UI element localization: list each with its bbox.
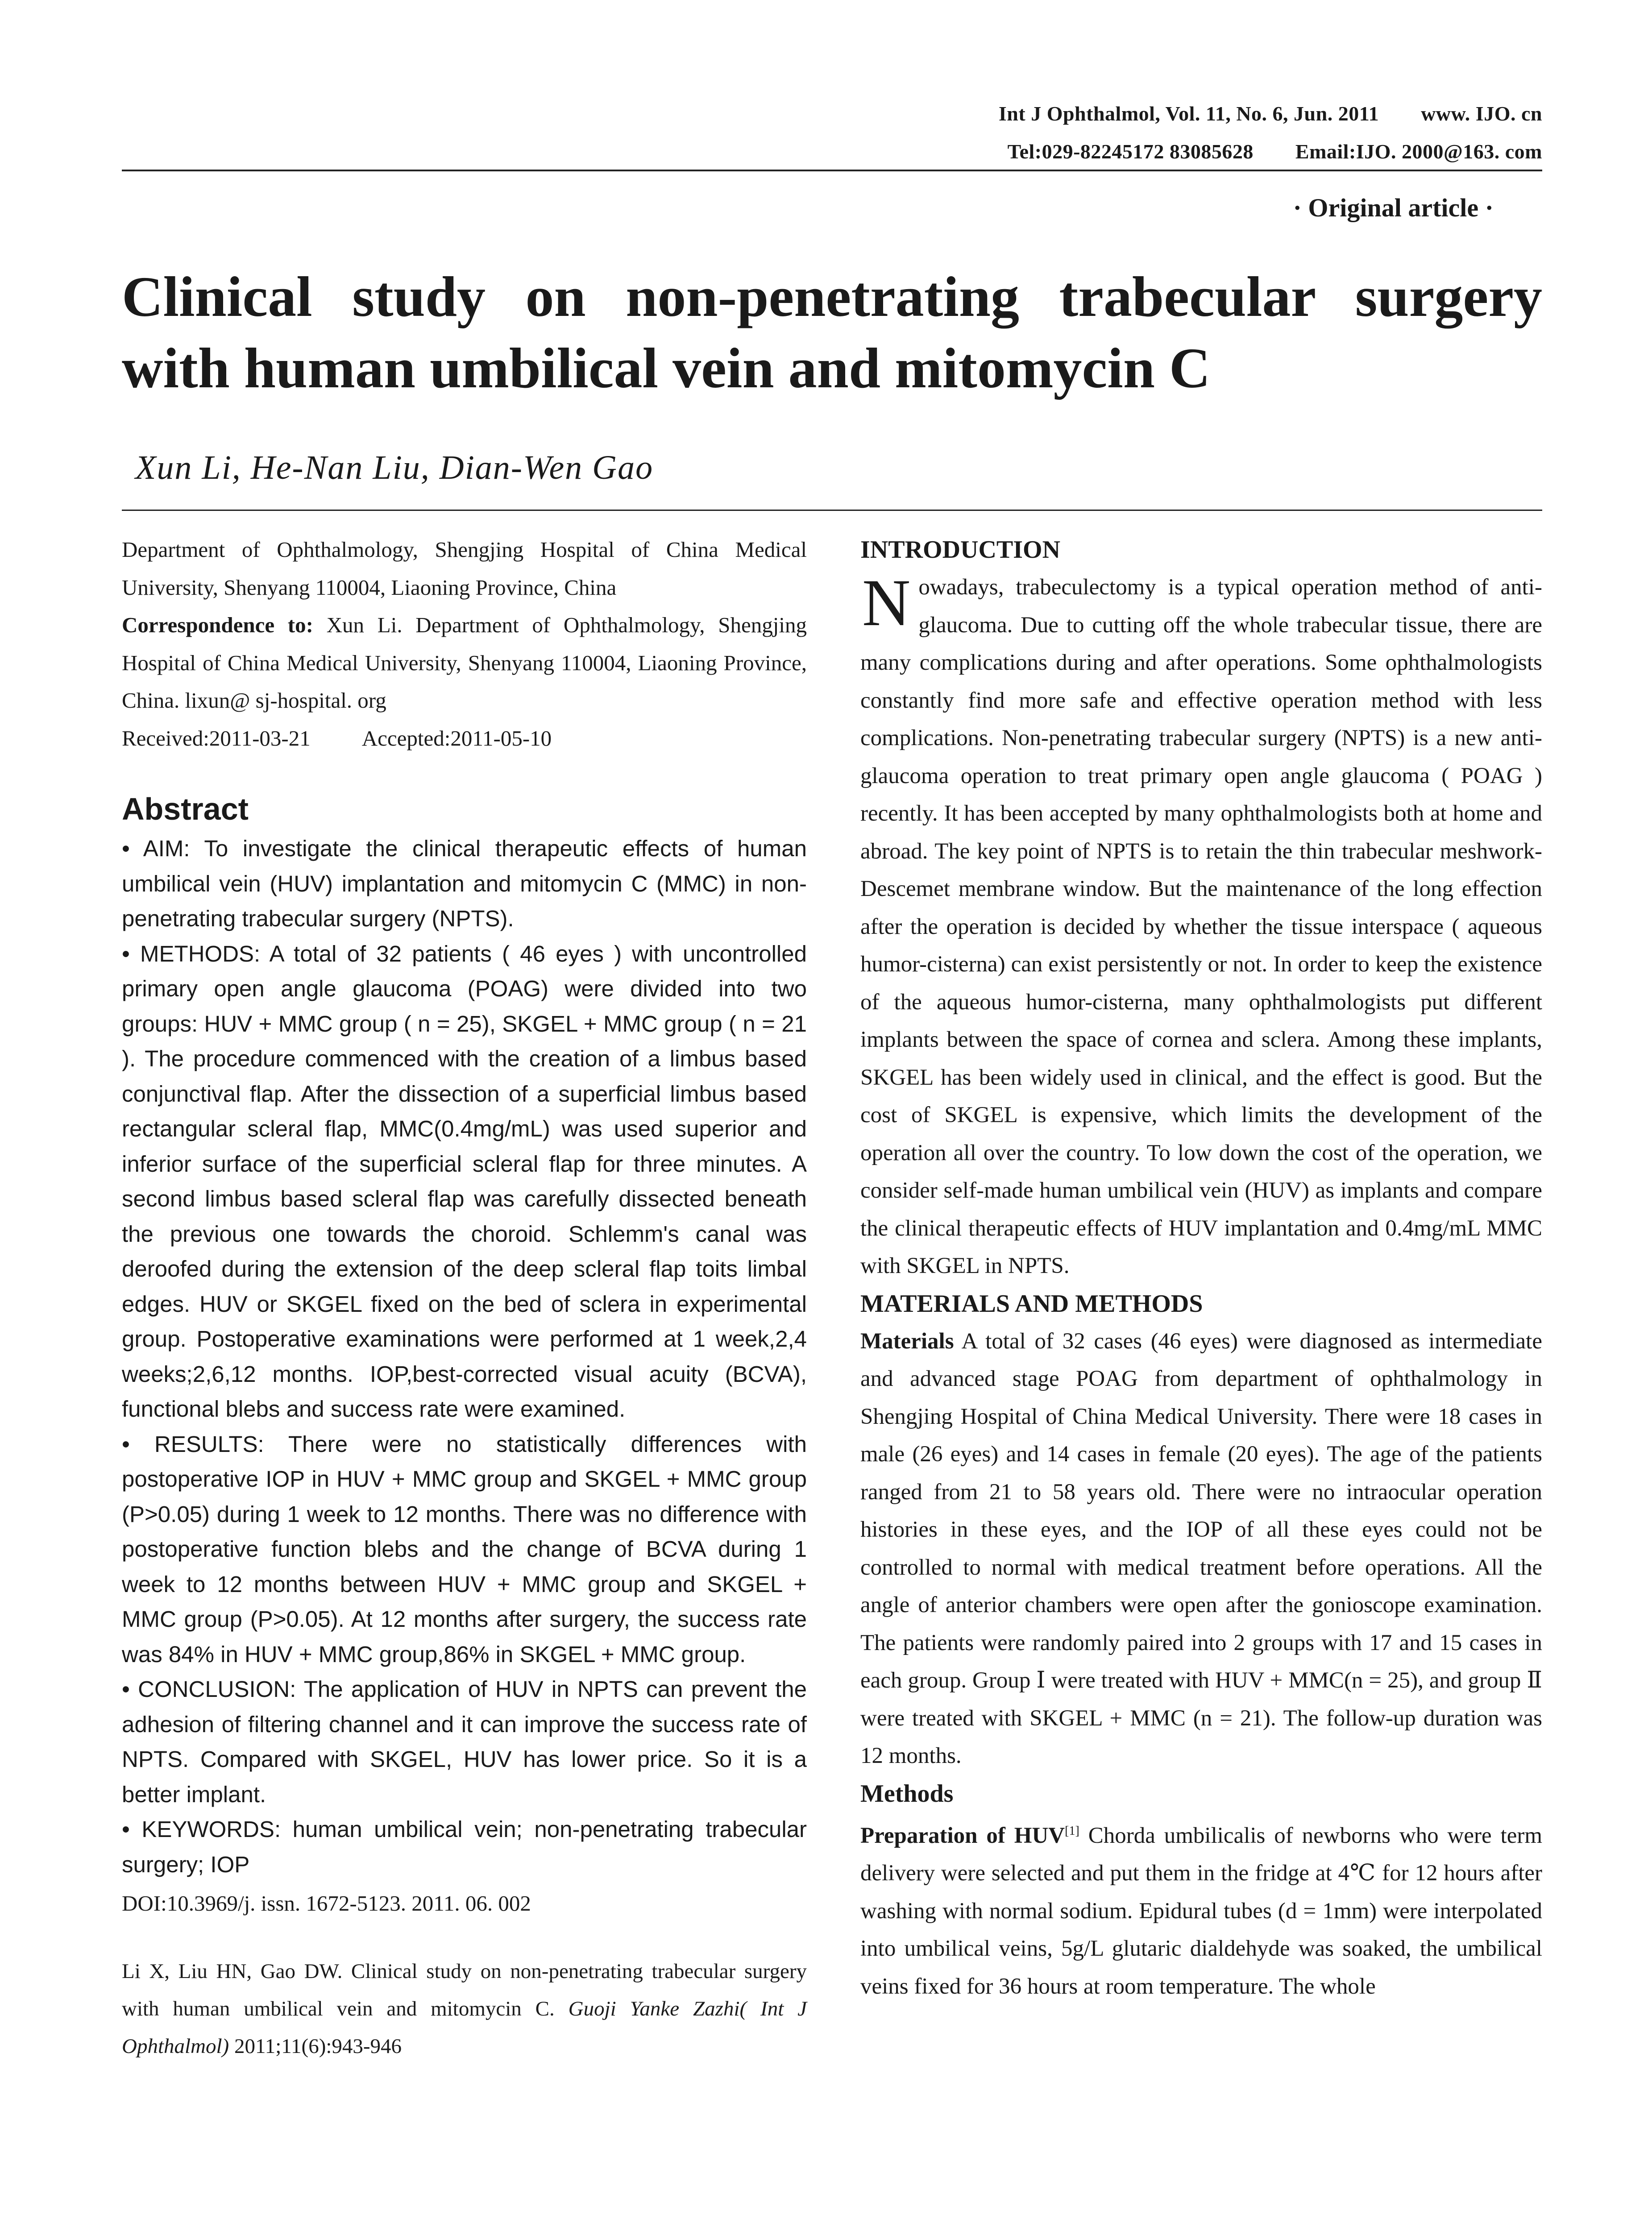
authors-rule — [122, 510, 1542, 511]
journal-tel: Tel:029-82245172 83085628 — [1007, 140, 1254, 163]
materials-label: Materials — [860, 1328, 954, 1354]
citation-journal: Guoji Yanke Zazhi( Int J Ophthalmol) — [122, 1997, 807, 2058]
dates — [122, 720, 807, 758]
preparation-label: Preparation of HUV — [860, 1823, 1065, 1848]
journal-email: Email:IJO. 2000@163. com — [1295, 140, 1542, 163]
authors: Xun Li, He-Nan Liu, Dian-Wen Gao — [135, 449, 654, 486]
abstract-conclusion: • CONCLUSION: The application of HUV in NPTS can prevent the adhesion of filtering channel and it can improve the success rate of NPTS. Compared with SKGEL, HUV has lower price. So it is a better implant. — [122, 1676, 807, 1807]
materials-methods-heading: MATERIALS AND METHODS — [860, 1290, 1203, 1318]
journal-website: www. IJO. cn — [1421, 102, 1542, 125]
article-type: · Original article · — [1293, 193, 1494, 222]
methods-heading: Methods — [860, 1779, 954, 1808]
journal-citation: Int J Ophthalmol, Vol. 11, No. 6, Jun. 2011 — [998, 102, 1379, 125]
abstract-aim: • AIM: To investigate the clinical therapeutic effects of human umbilical vein (HUV) implantation and mitomycin C (MMC) in non-penetrating trabecular surgery (NPTS). — [122, 836, 807, 931]
abstract — [122, 831, 807, 1882]
abstract-results: • RESULTS: There were no statistically differences with postoperative IOP in HUV + MMC group and SKGEL + MMC group (P>0.05) during 1 week to 12 months. There was no difference with postoperative function blebs and the change of BCVA during 1 week to 12 months between HUV + MMC group and SKGEL + MMC group (P>0.05). At 12 months after surgery, the success rate was 84% in HUV + MMC group,86% in SKGEL + MMC group. — [122, 1431, 807, 1667]
header-rule — [122, 170, 1542, 171]
right-column — [860, 531, 1542, 2005]
citation-plain: Li X, Liu HN, Gao DW. Clinical study on non-penetrating trabecular surgery with human umbilical vein and mitomycin C. — [122, 1960, 807, 2020]
introduction-body: owadays, trabeculectomy is a typical operation method of anti-glaucoma. Due to cutting off the whole trabecular tissue, there are many complications during and after operations. Some ophthalmologists constantly find more safe and effective operation method with less complications. Non-penetrating trabecular surgery (NPTS) is a new anti-glaucoma operation to treat primary open angle glaucoma ( POAG ) recently. It has been accepted by many ophthalmologists both at home and abroad. The key point of NPTS is to retain the thin trabecular meshwork-Descemet membrane window. But the maintenance of the long effection after the operation is decided by whether the tissue interspace ( aqueous humor-cisterna) can exist persistently or not. In order to keep the existence of the aqueous humor-cisterna, many ophthalmologists put different implants between the space of cornea and sclera. Among these implants, SKGEL has been widely used in clinical, and the effect is good. But the cost of SKGEL is expensive, which limits the development of the operation all over the country. To low down the cost of the operation, we consider self-made human umbilical vein (HUV) as implants and compare the clinical therapeutic effects of HUV implantation and 0.4mg/mL MMC with SKGEL in NPTS. — [860, 575, 1542, 1278]
correspondence — [122, 606, 807, 720]
introduction-text — [860, 568, 1542, 1285]
affiliation: Department of Ophthalmology, Shengjing Hospital of China Medical University, Shenyang 110004, Liaoning Province, China — [122, 537, 807, 600]
title-line-2: with human umbilical vein and mitomycin C — [122, 336, 1211, 400]
correspondence-text: Xun Li. Department of Ophthalmology, Shengjing Hospital of China Medical University, Shenyang 110004, Liaoning Province, China. lixun@ sj-hospital. org — [122, 613, 807, 713]
abstract-keywords: • KEYWORDS: human umbilical vein; non-penetrating trabecular surgery; IOP — [122, 1816, 807, 1877]
materials-text: A total of 32 cases (46 eyes) were diagnosed as intermediate and advanced stage POAG from department of ophthalmology in Shengjing Hospital of China Medical University. There were 18 cases in male (26 eyes) and 14 cases in female (20 eyes). The age of the patients ranged from 21 to 58 years old. There were no intraocular operation histories in these eyes, and the IOP of all these eyes could not be controlled to normal with medical treatment before operations. All the angle of anterior chambers were open after the gonioscope examination. The patients were randomly paired into 2 groups with 17 and 15 cases in each group. Group Ⅰ were treated with HUV + MMC(n = 25), and group Ⅱ were treated with SKGEL + MMC (n = 21). The follow-up duration was 12 months. — [860, 1328, 1542, 1768]
title-line-1: Clinical study on non-penetrating trabecular surgery — [122, 265, 1542, 328]
citation-end: 2011;11(6):943-946 — [229, 2035, 402, 2058]
preparation-paragraph — [860, 1812, 1542, 2006]
journal-contact — [1008, 140, 1542, 163]
introduction-heading: INTRODUCTION — [860, 536, 1061, 564]
abstract-heading: Abstract — [122, 792, 249, 826]
paper-title — [122, 261, 1542, 404]
accepted-date: Accepted:2011-05-10 — [361, 726, 552, 751]
left-column — [122, 531, 807, 2065]
abstract-methods: • METHODS: A total of 32 patients ( 46 eyes ) with uncontrolled primary open angle glaucoma (POAG) were divided into two groups: HUV + MMC group ( n = 25), SKGEL + MMC group ( n = 21 ). The procedure commenced with the creation of a limbus based conjunctival flap. After the dissection of a superficial limbus based rectangular scleral flap, MMC(0.4mg/mL) was used superior and inferior surface of the superficial scleral flap for three minutes. A second limbus based scleral flap was carefully dissected beneath the previous one towards the choroid. Schlemm's canal was deroofed during the extension of the deep scleral flap toits limbal edges. HUV or SKGEL fixed on the bed of sclera in experimental group. Postoperative examinations were performed at 1 week,2,4 weeks;2,6,12 months. IOP,best-corrected visual acuity (BCVA), functional blebs and success rate were examined. — [122, 941, 807, 1422]
citation — [122, 1953, 807, 2065]
received-date: Received:2011-03-21 — [122, 726, 311, 751]
doi: DOI:10.3969/j. issn. 1672-5123. 2011. 06. 002 — [122, 1891, 531, 1916]
journal-header — [999, 102, 1542, 125]
preparation-ref: [1] — [1065, 1824, 1079, 1838]
materials-paragraph — [860, 1323, 1542, 1775]
correspondence-label: Correspondence to: — [122, 613, 313, 637]
drop-cap: N — [862, 566, 911, 640]
preparation-text: Chorda umbilicalis of newborns who were term delivery were selected and put them in the fridge at 4℃ for 12 hours after washing with normal sodium. Epidural tubes (d = 1mm) were interpolated into umbilical veins, 5g/L glutaric dialdehyde was soaked, the umbilical veins fixed for 36 hours at room temperature. The whole — [860, 1823, 1542, 1999]
